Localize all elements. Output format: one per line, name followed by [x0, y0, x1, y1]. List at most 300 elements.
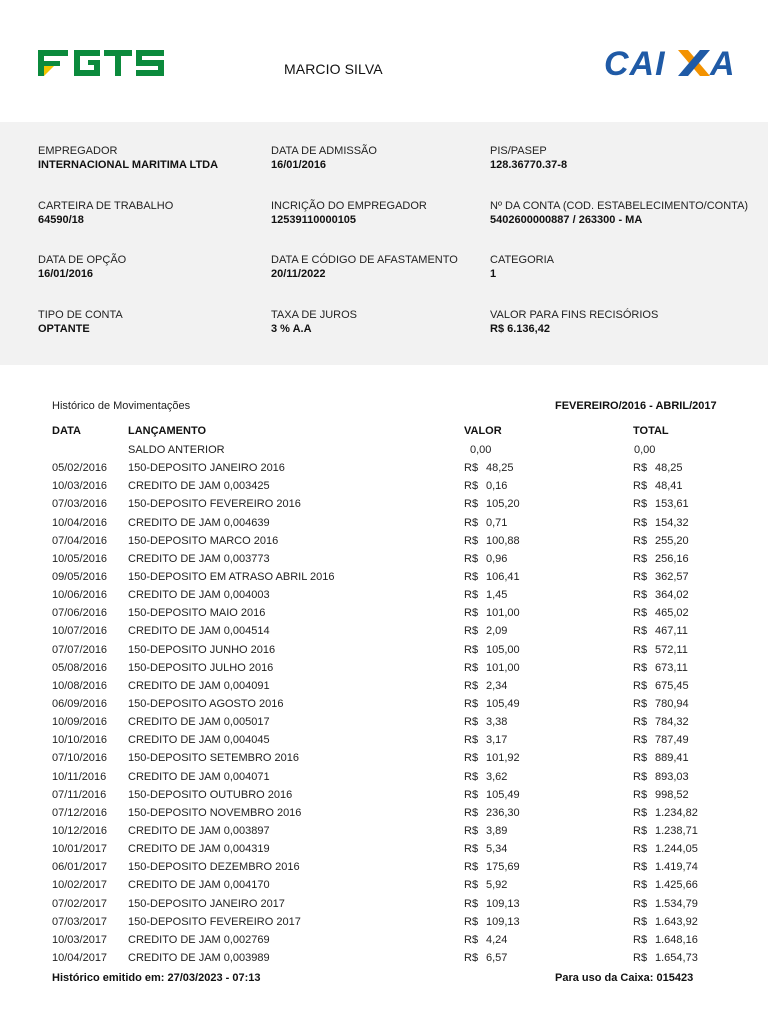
row-valor	[464, 479, 507, 493]
total-amount: 1.648,16	[655, 933, 698, 946]
row-valor	[464, 661, 520, 675]
row-date: 07/10/2016	[52, 752, 108, 765]
row-date: 10/12/2016	[52, 824, 108, 837]
account-holder-name: MARCIO SILVA	[284, 61, 383, 77]
field-label: DATA DE OPÇÃO	[38, 254, 127, 266]
field-value: 12539110000105	[271, 214, 357, 226]
total-amount: 1.643,92	[655, 915, 698, 928]
currency-symbol: R$	[633, 951, 648, 964]
row-valor	[464, 733, 507, 747]
table-row	[0, 552, 768, 570]
currency-symbol: R$	[464, 643, 479, 656]
row-description: CREDITO DE JAM 0,003773	[128, 552, 270, 565]
row-total	[633, 806, 698, 820]
row-valor	[464, 842, 507, 856]
total-amount: 675,45	[655, 679, 689, 692]
row-valor: 0,00	[470, 444, 492, 456]
currency-symbol: R$	[464, 589, 479, 602]
row-total	[633, 878, 698, 892]
currency-symbol: R$	[633, 480, 648, 493]
table-row	[0, 679, 768, 697]
table-row	[0, 588, 768, 606]
field-value: 128.36770.37-8	[490, 159, 568, 171]
valor-amount: 2,34	[486, 679, 508, 692]
field-valor-rescisorio	[490, 308, 658, 336]
valor-amount: 101,00	[486, 661, 520, 674]
row-valor	[464, 751, 520, 765]
table-row	[0, 788, 768, 806]
currency-symbol: R$	[633, 679, 648, 692]
row-total	[633, 733, 689, 747]
row-description: 150-DEPOSITO OUTUBRO 2016	[128, 788, 293, 801]
row-date: 06/09/2016	[52, 697, 108, 710]
row-description: CREDITO DE JAM 0,004003	[128, 589, 270, 602]
total-amount: 1.238,71	[655, 824, 698, 837]
row-date: 10/09/2016	[52, 716, 108, 729]
statement-header	[0, 0, 768, 122]
total-amount: 784,32	[655, 716, 689, 729]
fgts-logo	[38, 46, 166, 80]
valor-amount: 175,69	[486, 861, 520, 874]
currency-symbol: R$	[633, 570, 648, 583]
row-date: 10/10/2016	[52, 734, 108, 747]
row-valor	[464, 534, 520, 548]
valor-amount: 105,49	[486, 697, 520, 710]
row-description: CREDITO DE JAM 0,004091	[128, 679, 270, 692]
currency-symbol: R$	[633, 843, 648, 856]
field-label: TIPO DE CONTA	[38, 309, 123, 321]
currency-symbol: R$	[464, 806, 479, 819]
valor-amount: 1,45	[486, 589, 508, 602]
row-description: 150-DEPOSITO JANEIRO 2017	[128, 897, 285, 910]
row-total	[633, 624, 688, 638]
currency-symbol: R$	[633, 607, 648, 620]
valor-amount: 6,57	[486, 951, 508, 964]
valor-amount: 5,34	[486, 843, 508, 856]
currency-symbol: R$	[464, 570, 479, 583]
currency-symbol: R$	[464, 661, 479, 674]
table-row	[0, 824, 768, 842]
currency-symbol: R$	[633, 643, 648, 656]
total-amount: 780,94	[655, 697, 689, 710]
row-description: CREDITO DE JAM 0,004071	[128, 770, 270, 783]
currency-symbol: R$	[633, 879, 648, 892]
table-row	[0, 624, 768, 642]
row-description: CREDITO DE JAM 0,004045	[128, 734, 270, 747]
currency-symbol: R$	[633, 734, 648, 747]
currency-symbol: R$	[464, 498, 479, 511]
row-valor	[464, 570, 520, 584]
row-valor	[464, 643, 520, 657]
row-total	[633, 951, 698, 965]
field-value: OPTANTE	[38, 323, 90, 335]
history-period: FEVEREIRO/2016 - ABRIL/2017	[555, 400, 717, 412]
currency-symbol: R$	[464, 915, 479, 928]
row-total	[633, 860, 698, 874]
valor-amount: 0,96	[486, 552, 508, 565]
row-valor	[464, 606, 520, 620]
row-total	[633, 915, 698, 929]
currency-symbol: R$	[633, 806, 648, 819]
column-header-total: TOTAL	[633, 425, 669, 437]
row-valor	[464, 770, 507, 784]
currency-symbol: R$	[464, 951, 479, 964]
row-date: 10/02/2017	[52, 879, 108, 892]
valor-amount: 48,25	[486, 462, 514, 475]
row-valor	[464, 715, 507, 729]
row-date: 10/03/2016	[52, 480, 108, 493]
row-total	[633, 824, 698, 838]
row-date: 07/07/2016	[52, 643, 108, 656]
field-value: 5402600000887 / 263300 - MA	[490, 214, 643, 226]
valor-amount: 106,41	[486, 570, 520, 583]
currency-symbol: R$	[633, 661, 648, 674]
currency-symbol: R$	[464, 752, 479, 765]
total-amount: 256,16	[655, 552, 689, 565]
row-date: 05/02/2016	[52, 462, 108, 475]
table-row	[0, 751, 768, 769]
row-description: CREDITO DE JAM 0,003425	[128, 480, 270, 493]
currency-symbol: R$	[633, 915, 648, 928]
row-total	[633, 497, 689, 511]
valor-amount: 109,13	[486, 915, 520, 928]
field-label: DATA E CÓDIGO DE AFASTAMENTO	[271, 254, 458, 266]
row-valor	[464, 497, 520, 511]
table-row	[0, 806, 768, 824]
table-row	[0, 570, 768, 588]
table-row	[0, 661, 768, 679]
row-date: 10/07/2016	[52, 625, 108, 638]
column-header-valor: VALOR	[464, 425, 502, 437]
row-description: CREDITO DE JAM 0,005017	[128, 716, 270, 729]
currency-symbol: R$	[464, 516, 479, 529]
total-amount: 572,11	[655, 643, 688, 656]
row-date: 10/11/2016	[52, 770, 107, 783]
row-date: 10/08/2016	[52, 679, 108, 692]
row-description: CREDITO DE JAM 0,003897	[128, 824, 270, 837]
table-row	[0, 461, 768, 479]
field-empregador	[38, 144, 218, 172]
valor-amount: 101,92	[486, 752, 520, 765]
total-amount: 465,02	[655, 607, 689, 620]
row-description: 150-DEPOSITO JULHO 2016	[128, 661, 274, 674]
valor-amount: 105,00	[486, 643, 520, 656]
currency-symbol: R$	[464, 861, 479, 874]
row-date: 06/01/2017	[52, 861, 108, 874]
field-label: PIS/PASEP	[490, 145, 547, 157]
row-total	[633, 679, 689, 693]
valor-amount: 0,71	[486, 516, 508, 529]
currency-symbol: R$	[464, 607, 479, 620]
row-description: SALDO ANTERIOR	[128, 444, 225, 456]
currency-symbol: R$	[464, 788, 479, 801]
valor-amount: 3,38	[486, 716, 508, 729]
table-row	[0, 897, 768, 915]
currency-symbol: R$	[464, 462, 479, 475]
row-description: 150-DEPOSITO DEZEMBRO 2016	[128, 861, 300, 874]
row-date: 07/03/2017	[52, 915, 108, 928]
currency-symbol: R$	[633, 589, 648, 602]
row-date: 07/04/2016	[52, 534, 108, 547]
currency-symbol: R$	[633, 625, 648, 638]
field-numero-conta	[490, 199, 748, 227]
row-valor	[464, 806, 520, 820]
currency-symbol: R$	[633, 788, 648, 801]
row-date: 07/03/2016	[52, 498, 108, 511]
field-label: Nº DA CONTA (COD. ESTABELECIMENTO/CONTA)	[490, 200, 749, 212]
row-description: 150-DEPOSITO JANEIRO 2016	[128, 462, 285, 475]
field-value: 3 % A.A	[271, 323, 312, 335]
field-afastamento	[271, 253, 458, 281]
field-categoria	[490, 253, 554, 281]
field-label: INCRIÇÃO DO EMPREGADOR	[271, 200, 427, 212]
row-date: 10/03/2017	[52, 933, 108, 946]
row-total	[633, 643, 688, 657]
row-date: 10/01/2017	[52, 843, 108, 856]
row-description: 150-DEPOSITO MAIO 2016	[128, 607, 266, 620]
svg-text:CAI: CAI	[604, 46, 666, 80]
field-label: TAXA DE JUROS	[271, 309, 357, 321]
svg-text:A: A	[710, 46, 735, 80]
caixa-use-code: Para uso da Caixa: 015423	[555, 972, 694, 984]
currency-symbol: R$	[633, 861, 648, 874]
currency-symbol: R$	[633, 516, 648, 529]
currency-symbol: R$	[464, 770, 479, 783]
field-value: 16/01/2016	[271, 159, 327, 171]
field-label: DATA DE ADMISSÃO	[271, 145, 377, 157]
total-amount: 673,11	[655, 661, 688, 674]
row-valor	[464, 951, 507, 965]
table-row	[0, 842, 768, 860]
row-total	[633, 534, 689, 548]
total-amount: 1.425,66	[655, 879, 698, 892]
row-total	[633, 516, 689, 530]
row-valor	[464, 824, 507, 838]
row-total	[633, 788, 689, 802]
total-amount: 154,32	[655, 516, 689, 529]
emission-timestamp: Histórico emitido em: 27/03/2023 - 07:13	[52, 972, 261, 984]
row-valor	[464, 516, 507, 530]
field-inscricao-empregador	[271, 199, 427, 227]
row-total	[633, 552, 689, 566]
field-value: R$ 6.136,42	[490, 323, 550, 335]
row-description: 150-DEPOSITO MARCO 2016	[128, 534, 279, 547]
currency-symbol: R$	[464, 480, 479, 493]
valor-amount: 0,16	[486, 480, 508, 493]
table-row	[0, 516, 768, 534]
valor-amount: 3,89	[486, 824, 508, 837]
row-date: 10/05/2016	[52, 552, 108, 565]
valor-amount: 2,09	[486, 625, 508, 638]
transactions-table	[0, 443, 768, 969]
currency-symbol: R$	[633, 534, 648, 547]
currency-symbol: R$	[633, 552, 648, 565]
total-amount: 1.534,79	[655, 897, 698, 910]
total-amount: 1.654,73	[655, 951, 698, 964]
row-description: 150-DEPOSITO JUNHO 2016	[128, 643, 276, 656]
currency-symbol: R$	[464, 697, 479, 710]
row-date: 07/12/2016	[52, 806, 108, 819]
row-date: 10/04/2016	[52, 516, 108, 529]
currency-symbol: R$	[464, 843, 479, 856]
currency-symbol: R$	[633, 462, 648, 475]
currency-symbol: R$	[633, 498, 648, 511]
total-amount: 889,41	[655, 752, 689, 765]
table-row	[0, 715, 768, 733]
row-description: CREDITO DE JAM 0,002769	[128, 933, 270, 946]
total-amount: 1.234,82	[655, 806, 698, 819]
currency-symbol: R$	[633, 897, 648, 910]
row-total	[633, 461, 683, 475]
total-amount: 48,25	[655, 462, 683, 475]
currency-symbol: R$	[633, 697, 648, 710]
row-total	[633, 842, 698, 856]
row-description: 150-DEPOSITO SETEMBRO 2016	[128, 752, 299, 765]
caixa-logo	[604, 46, 740, 80]
field-carteira-trabalho	[38, 199, 173, 227]
valor-amount: 4,24	[486, 933, 508, 946]
row-description: CREDITO DE JAM 0,004319	[128, 843, 270, 856]
row-total: 0,00	[634, 444, 656, 456]
table-row	[0, 497, 768, 515]
table-row	[0, 733, 768, 751]
row-valor	[464, 697, 520, 711]
field-pis-pasep	[490, 144, 567, 172]
total-amount: 364,02	[655, 589, 689, 602]
total-amount: 467,11	[655, 625, 688, 638]
currency-symbol: R$	[464, 897, 479, 910]
currency-symbol: R$	[633, 716, 648, 729]
currency-symbol: R$	[464, 879, 479, 892]
row-valor	[464, 552, 507, 566]
field-value: INTERNACIONAL MARITIMA LTDA	[38, 159, 219, 171]
total-amount: 153,61	[655, 498, 689, 511]
row-valor	[464, 878, 507, 892]
row-valor	[464, 461, 514, 475]
currency-symbol: R$	[464, 679, 479, 692]
field-data-opcao	[38, 253, 126, 281]
total-amount: 893,03	[655, 770, 689, 783]
table-row	[0, 951, 768, 969]
account-info-panel	[0, 122, 768, 365]
row-description: 150-DEPOSITO AGOSTO 2016	[128, 697, 284, 710]
field-label: CARTEIRA DE TRABALHO	[38, 200, 174, 212]
field-value: 64590/18	[38, 214, 84, 226]
currency-symbol: R$	[633, 752, 648, 765]
row-description: 150-DEPOSITO FEVEREIRO 2017	[128, 915, 301, 928]
total-amount: 998,52	[655, 788, 689, 801]
row-date: 10/06/2016	[52, 589, 108, 602]
row-total	[633, 606, 689, 620]
column-header-data: DATA	[52, 425, 81, 437]
row-total	[633, 751, 689, 765]
currency-symbol: R$	[464, 534, 479, 547]
field-value: 16/01/2016	[38, 268, 94, 280]
row-valor	[464, 624, 507, 638]
row-date: 07/02/2017	[52, 897, 108, 910]
field-value: 1	[490, 268, 497, 280]
row-date: 10/04/2017	[52, 951, 108, 964]
valor-amount: 101,00	[486, 607, 520, 620]
total-amount: 1.419,74	[655, 861, 698, 874]
row-description: 150-DEPOSITO FEVEREIRO 2016	[128, 498, 301, 511]
valor-amount: 105,20	[486, 498, 520, 511]
row-description: CREDITO DE JAM 0,004639	[128, 516, 270, 529]
row-total	[633, 479, 683, 493]
table-row	[0, 933, 768, 951]
table-row	[0, 606, 768, 624]
row-description: 150-DEPOSITO EM ATRASO ABRIL 2016	[128, 570, 335, 583]
valor-amount: 100,88	[486, 534, 520, 547]
field-taxa-juros	[271, 308, 357, 336]
row-total	[633, 588, 689, 602]
row-total	[633, 897, 698, 911]
field-label: VALOR PARA FINS RECISÓRIOS	[490, 309, 659, 321]
table-row	[0, 479, 768, 497]
total-amount: 362,57	[655, 570, 689, 583]
row-date: 07/11/2016	[52, 788, 107, 801]
currency-symbol: R$	[464, 824, 479, 837]
row-description: CREDITO DE JAM 0,004170	[128, 879, 270, 892]
field-tipo-conta	[38, 308, 123, 336]
currency-symbol: R$	[633, 824, 648, 837]
currency-symbol: R$	[464, 552, 479, 565]
row-total	[633, 715, 689, 729]
table-row	[0, 860, 768, 878]
field-value: 20/11/2022	[271, 268, 326, 280]
table-row	[0, 643, 768, 661]
total-amount: 787,49	[655, 734, 689, 747]
row-total	[633, 570, 689, 584]
valor-amount: 109,13	[486, 897, 520, 910]
row-date: 05/08/2016	[52, 661, 108, 674]
table-row	[0, 697, 768, 715]
column-header-lancamento: LANÇAMENTO	[128, 425, 207, 437]
row-valor	[464, 860, 520, 874]
row-valor	[464, 897, 520, 911]
currency-symbol: R$	[464, 734, 479, 747]
row-total	[633, 770, 689, 784]
history-title: Histórico de Movimentações	[52, 400, 191, 412]
valor-amount: 5,92	[486, 879, 508, 892]
table-row	[0, 915, 768, 933]
table-row	[0, 878, 768, 896]
table-row	[0, 770, 768, 788]
currency-symbol: R$	[464, 933, 479, 946]
currency-symbol: R$	[464, 716, 479, 729]
row-valor	[464, 588, 507, 602]
total-amount: 1.244,05	[655, 843, 698, 856]
row-valor	[464, 933, 507, 947]
total-amount: 255,20	[655, 534, 689, 547]
row-description: CREDITO DE JAM 0,003989	[128, 951, 270, 964]
row-total	[633, 933, 698, 947]
table-row	[0, 443, 768, 461]
row-total	[633, 697, 689, 711]
currency-symbol: R$	[633, 770, 648, 783]
row-valor	[464, 679, 507, 693]
row-description: 150-DEPOSITO NOVEMBRO 2016	[128, 806, 302, 819]
valor-amount: 236,30	[486, 806, 520, 819]
field-label: CATEGORIA	[490, 254, 554, 266]
table-row	[0, 534, 768, 552]
total-amount: 48,41	[655, 480, 683, 493]
row-date: 09/05/2016	[52, 570, 108, 583]
row-description: CREDITO DE JAM 0,004514	[128, 625, 270, 638]
valor-amount: 3,62	[486, 770, 508, 783]
currency-symbol: R$	[633, 933, 648, 946]
valor-amount: 105,49	[486, 788, 520, 801]
